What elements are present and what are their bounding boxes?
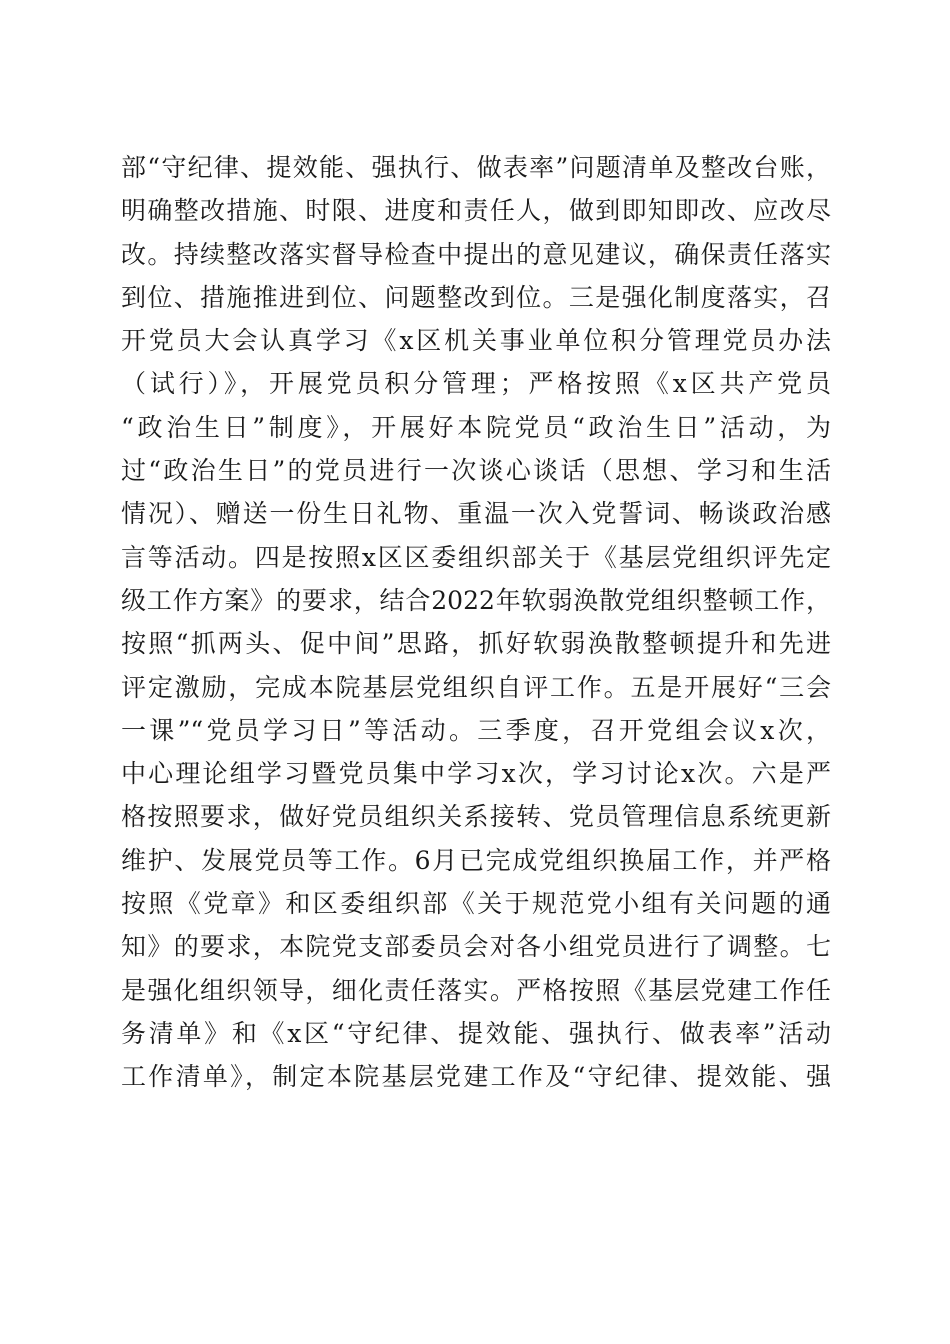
text-line: 明确整改措施、时限、进度和责任人，做到即知即改、应改尽 — [121, 196, 831, 226]
text-line: 评定激励，完成本院基层党组织自评工作。五是开展好“三会 — [121, 672, 831, 702]
text-line: 一课”“党员学习日”等活动。三季度，召开党组会议x次， — [121, 715, 831, 745]
text-line: 格按照要求，做好党员组织关系接转、党员管理信息系统更新 — [121, 802, 831, 832]
text-line: 部“守纪律、提效能、强执行、做表率”问题清单及整改台账， — [121, 153, 831, 182]
text-line: 是强化组织领导，细化责任落实。严格按照《基层党建工作任 — [121, 975, 831, 1005]
text-line: 到位、措施推进到位、问题整改到位。三是强化制度落实，召 — [121, 282, 831, 312]
text-line: 中心理论组学习暨党员集中学习x次，学习讨论x次。六是严 — [121, 759, 831, 789]
text-line: 知》的要求，本院党支部委员会对各小组党员进行了调整。七 — [121, 932, 831, 962]
text-line: 工作清单》，制定本院基层党建工作及“守纪律、提效能、强 — [121, 1062, 831, 1092]
text-line: 开党员大会认真学习《x区机关事业单位积分管理党员办法 — [121, 326, 831, 356]
text-line: 言等活动。四是按照x区区委组织部关于《基层党组织评先定 — [121, 542, 831, 572]
text-line: 维护、发展党员等工作。6月已完成党组织换届工作，并严格 — [121, 845, 831, 875]
text-line: （试行）》，开展党员积分管理；严格按照《x区共产党员 — [121, 369, 831, 399]
text-line: 务清单》和《x区“守纪律、提效能、强执行、做表率”活动 — [121, 1018, 831, 1048]
text-line: 改。持续整改落实督导检查中提出的意见建议，确保责任落实 — [121, 239, 831, 269]
text-line: 情况）、赠送一份生日礼物、重温一次入党誓词、畅谈政治感 — [121, 499, 831, 529]
text-line: “政治生日”制度》，开展好本院党员“政治生日”活动，为 — [121, 412, 831, 442]
text-line: 按照“抓两头、促中间”思路，抓好软弱涣散整顿提升和先进 — [121, 629, 831, 659]
text-line: 按照《党章》和区委组织部《关于规范党小组有关问题的通 — [121, 889, 831, 919]
body-text — [121, 146, 831, 1099]
text-line: 级工作方案》的要求，结合2022年软弱涣散党组织整顿工作， — [121, 585, 831, 615]
text-line: 过“政治生日”的党员进行一次谈心谈话（思想、学习和生活 — [121, 456, 831, 486]
